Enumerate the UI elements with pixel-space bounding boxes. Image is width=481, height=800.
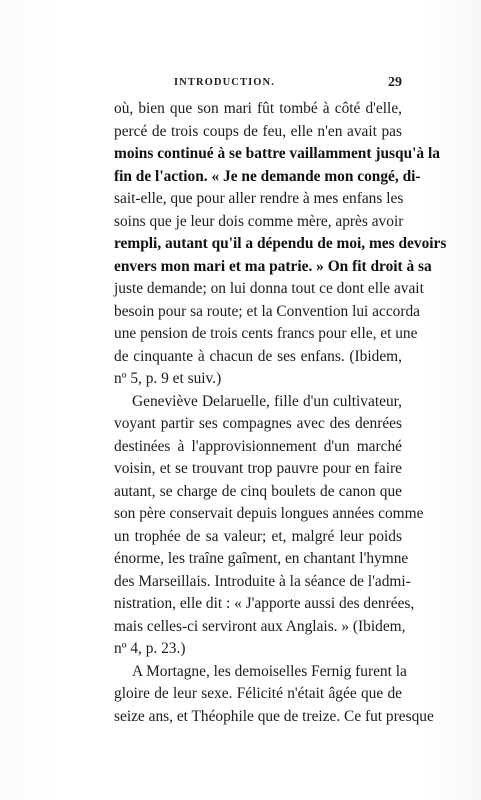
text-line: juste demande; on lui donna tout ce dont elle avait [114,280,424,297]
text-line: destinées à l'approvisionnement d'un marché [114,437,402,455]
text-line: nº 5, p. 9 et suiv.) [114,370,222,387]
text-line: autant, se charge de cinq boulets de canon que [114,482,402,500]
text-line: sait-elle, que pour aller rendre à mes enfans les [114,190,404,207]
text-line: de cinquante à chacun de ses enfans. (Ibidem, [114,347,402,365]
text-line: percé de trois coups de feu, elle n'en avait pas [114,122,402,140]
text-line: voisin, et se trouvant trop pauvre pour en faire [114,460,402,477]
text-line: moins continué à se battre vaillamment jusqu'à la [114,145,440,162]
running-title: INTRODUCTION. [174,77,275,88]
text-line: soins que je leur dois comme mère, après avoir [114,212,404,230]
text-line: où, bien que son mari fût tombé à côté d'elle, [114,100,402,117]
text-line: gloire de leur sexe. Félicité n'était âgée que de [114,685,402,702]
text-line: envers mon mari et ma patrie. » On fit droit à sa [114,257,432,275]
text-line: mais celles-ci serviront aux Anglais. » (Ibidem, [114,617,406,635]
text-line: rempli, autant qu'il a dépendu de moi, mes devoirs [114,235,447,252]
text-line: Geneviève Delaruelle, fille d'un cultivateur, [132,392,402,410]
running-head [114,76,402,94]
text-line: des Marseillais. Introduite à la séance de l'admi- [114,572,411,590]
text-line: A Mortagne, les demoiselles Fernig furent la [132,662,407,680]
text-line: son père conservait depuis longues années comme [114,505,424,522]
text-line: un trophée de sa valeur; et, malgré leur poids [114,527,402,545]
text-line: seize ans, et Théophile que de treize. Ce fut presque [114,707,434,725]
text-line: voyant partir ses compagnes avec des denrées [114,415,402,432]
text-line: besoin pour sa route; et la Convention lui accorda [114,302,421,320]
body-text [114,98,447,728]
text-line: énorme, les traîne gaîment, en chantant l'hymne [114,550,409,567]
text-line: fin de l'action. « Je ne demande mon congé, di- [114,167,421,185]
text-line: nistration, elle dit : « J'apporte aussi des denrées, [114,595,415,612]
text-line: une pension de trois cents francs pour elle, et une [114,325,418,342]
page-number: 29 [388,75,402,90]
text-line: nº 4, p. 23.) [114,640,186,657]
